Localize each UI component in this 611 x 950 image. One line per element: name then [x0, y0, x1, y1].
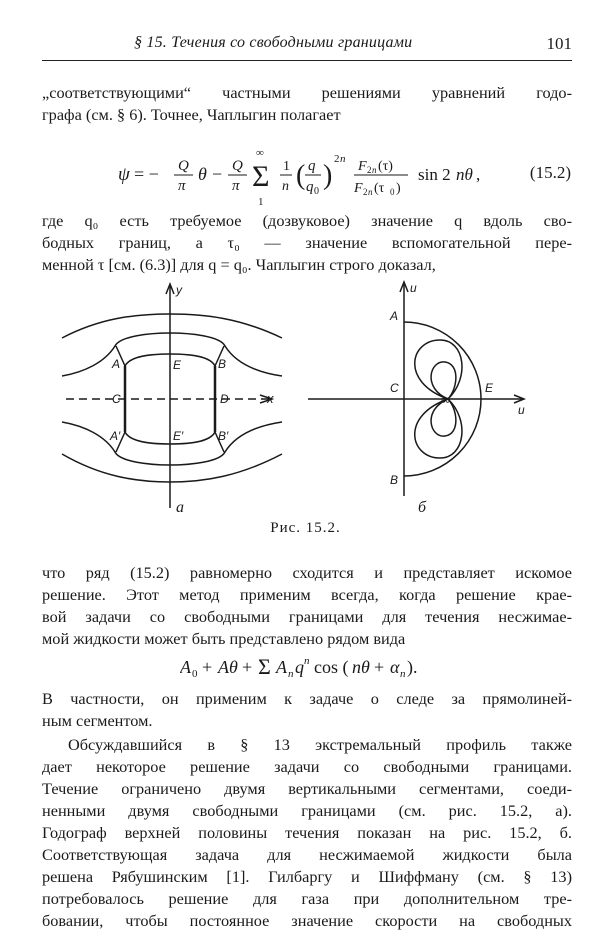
text-line: решена Рябушинским [1]. Гилбаргу и Шиффману (см. § 13) — [42, 867, 572, 886]
panel-a-label: а — [176, 499, 184, 516]
svg-text:sin 2: sin 2 — [418, 165, 451, 184]
label-E: E — [485, 381, 494, 395]
svg-text:): ) — [323, 160, 333, 191]
svg-text:nθ: nθ — [352, 657, 370, 677]
svg-text:): ) — [396, 181, 401, 196]
text-line: ным сегментом. — [42, 711, 153, 730]
label-B-prime: B′ — [218, 429, 229, 443]
text-line: Годограф верхней половины течения показан на рис. 15.2, б. — [42, 823, 572, 842]
text-line: графа (см. § 6). Точнее, Чаплыгин полагает — [42, 105, 341, 124]
figure-15-2-b — [300, 278, 540, 523]
svg-text:F: F — [354, 181, 363, 196]
text-line: Течение ограничено двумя вертикальными сегментами, соеди- — [42, 779, 572, 798]
svg-text:(: ( — [296, 160, 306, 191]
label-C: C — [390, 381, 399, 395]
svg-text:n: n — [368, 187, 373, 197]
text-line: Соответствующая задача для несжимаемой жидкости была — [42, 845, 572, 864]
svg-text:n: n — [340, 153, 346, 165]
svg-text:F: F — [358, 159, 367, 174]
paragraph-2 — [42, 210, 572, 276]
page-number: 101 — [546, 34, 572, 53]
text-line: „соответствующими“ частными решениями уравнений годо- — [42, 83, 572, 102]
label-B: B — [390, 473, 399, 487]
running-head: § 15. Течения со свободными границами — [134, 34, 413, 51]
figure-15-2-a — [60, 278, 300, 523]
paragraph-4 — [42, 688, 572, 732]
svg-text:Aθ: Aθ — [218, 657, 238, 677]
svg-text:+: + — [374, 657, 385, 677]
label-D: D — [220, 392, 229, 406]
svg-text:π: π — [232, 178, 240, 194]
svg-text:−: − — [212, 164, 223, 184]
panel-b-label: б — [418, 499, 427, 516]
svg-text:n: n — [282, 179, 289, 194]
text-line: менной τ [см. (6.3)] для q = q₀. Чаплыгин строго доказал, — [42, 255, 436, 274]
label-E: E — [173, 358, 182, 372]
text-line: ненными двумя свободными границами (см. рис. 15.2, а). — [42, 801, 572, 820]
equation-15-2 — [118, 150, 528, 211]
label-x: x — [267, 391, 274, 406]
text-line: вой задачи со свободными границами для течения несжимае- — [42, 607, 572, 626]
svg-text:0: 0 — [390, 187, 395, 197]
label-A: A — [112, 357, 121, 371]
panel-b-drawing — [300, 278, 540, 518]
svg-text:2: 2 — [334, 153, 340, 165]
page-header — [42, 34, 572, 56]
text-line: бовании, чтобы постоянное значение скорости на свободных — [42, 911, 572, 930]
streamline-outer-bottom — [62, 454, 282, 482]
svg-text:nθ: nθ — [456, 165, 473, 184]
streamline-outer-top — [62, 314, 282, 338]
label-A-prime: A′ — [110, 429, 121, 443]
label-y: y — [176, 283, 182, 297]
svg-text:q: q — [295, 657, 304, 677]
svg-text:ψ: ψ — [118, 164, 130, 185]
equation-number: (15.2) — [529, 163, 571, 182]
series-formula — [180, 652, 440, 687]
svg-text:q: q — [308, 158, 316, 174]
svg-text:1: 1 — [258, 196, 264, 206]
svg-text:,: , — [476, 165, 481, 184]
svg-text:).: ). — [407, 657, 418, 677]
svg-text:A: A — [180, 657, 191, 677]
header-rule — [42, 60, 572, 61]
paragraph-3 — [42, 562, 572, 650]
svg-text:A: A — [276, 657, 287, 677]
svg-text:2: 2 — [367, 165, 372, 175]
equation-graphic — [118, 150, 528, 206]
svg-text:n: n — [372, 165, 377, 175]
text-line: потребовалось решение для газа при дополнительном тре- — [42, 889, 572, 908]
text-line: решение. Этот метод применим всегда, когда решение крае- — [42, 585, 572, 604]
svg-text:1: 1 — [283, 159, 290, 174]
svg-text:Q: Q — [232, 158, 243, 174]
svg-text:Q: Q — [178, 158, 189, 174]
label-u-axis: u — [518, 403, 525, 417]
svg-text:+: + — [202, 657, 213, 677]
svg-text:n: n — [288, 668, 294, 680]
svg-text:2: 2 — [363, 187, 368, 197]
svg-text:(τ: (τ — [374, 181, 385, 196]
svg-text:(τ): (τ) — [378, 159, 393, 174]
text-line: Обсуждавшийся в § 13 экстремальный профиль также — [68, 735, 572, 754]
svg-text:π: π — [178, 178, 186, 194]
paragraph-1 — [42, 82, 572, 126]
svg-text:0: 0 — [314, 186, 319, 197]
svg-text:+: + — [242, 657, 253, 677]
text-line: дает некоторое решение задачи со свободными границами. — [42, 757, 572, 776]
svg-text:θ: θ — [198, 164, 207, 184]
text-line: В частности, он применим к задаче о следе за прямолиней- — [42, 689, 572, 708]
svg-text:cos (: cos ( — [314, 657, 349, 677]
figure-caption: Рис. 15.2. — [270, 520, 341, 536]
text-line: где q₀ есть требуемое (дозвуковое) значение q вдоль сво- — [42, 211, 572, 230]
text-line: бодных границ, а τ₀ — значение вспомогательной пере- — [42, 233, 572, 252]
paragraph-5 — [42, 734, 572, 932]
label-B: B — [218, 357, 227, 371]
svg-text:Σ: Σ — [252, 160, 270, 193]
text-line: что ряд (15.2) равномерно сходится и представляет искомое — [42, 563, 572, 582]
svg-text:Σ: Σ — [258, 654, 271, 679]
svg-text:α: α — [390, 657, 400, 677]
series-formula-graphic — [180, 652, 440, 682]
text-line: мой жидкости может быть представлено рядом вида — [42, 629, 406, 648]
svg-text:n: n — [304, 655, 310, 667]
label-A: A — [390, 309, 399, 323]
label-v-axis: u — [410, 281, 417, 295]
svg-text:q: q — [306, 179, 314, 195]
panel-a-drawing — [60, 278, 300, 518]
label-C: C — [112, 392, 121, 406]
label-E-prime: E′ — [173, 429, 184, 443]
label-infinity: ∞ — [441, 392, 451, 407]
svg-text:∞: ∞ — [256, 150, 264, 159]
svg-text:0: 0 — [192, 668, 198, 680]
svg-text:n: n — [400, 668, 406, 680]
svg-text:= −: = − — [134, 164, 159, 184]
